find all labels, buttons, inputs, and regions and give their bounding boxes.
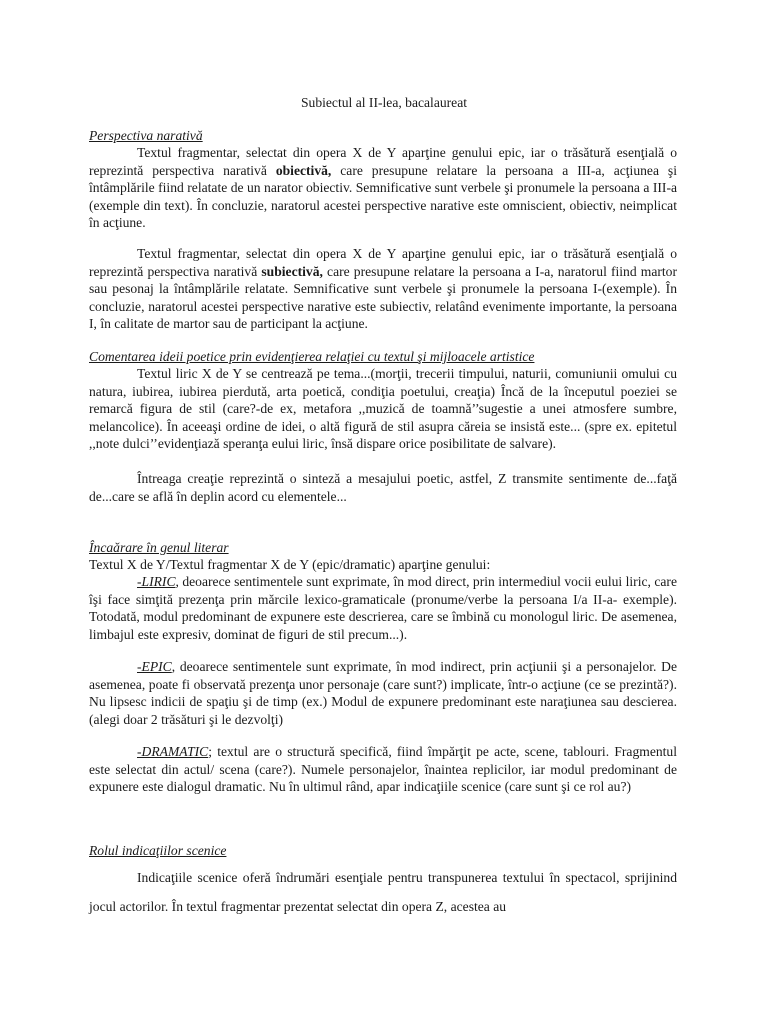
text-segment: ; textul are o structură specifică, fiind împărţit pe acte, scene, tablouri. Fragmentul este selectat din actul/ scena (care?). Numele personajelor, înaintea replicilor, iar modul predominant de expunere este dialogul dramatic. Nu în ultimul rând, apar indicaţiile scenice (care sunt şi ce rol au?) (89, 744, 677, 794)
bold-term: subiectivă, (261, 263, 323, 279)
text-segment: care presupune relatare la persoana a I-a, naratorul fiind martor sau pesonaj la întâmplările relatate. Semnificative sunt verbele şi pronumele la persoana I-(exemple). În concluzie, naratorul acestei perspective narative este subiectiv, relatând evenimente importante, la persoana I, în calitate de martor sau de participant la acţiune. (89, 263, 677, 331)
heading-comentarea-ideii-poetice: Comentarea ideii poetice prin evidenţierea relaţiei cu textul şi mijloacele artistice (89, 349, 535, 364)
text-segment: , deoarece sentimentele sunt exprimate, în mod indirect, prin acţiunii şi a personajelor. De asemenea, poate fi observată prezenţa unor personaje (care sunt?) implicate, într-o acţiune (ce se prezintă?). Nu lipsesc indicii de spaţiu şi de timp (ex.) Modul de expunere predominant este naraţiunea sau descierea. (alegi doar 2 trăsături şi le dezvolţi) (89, 659, 677, 727)
paragraph-perspectiva-obiectiva (89, 144, 677, 232)
bold-term: obiectivă, (275, 162, 332, 178)
text-segment: care presupune relatare la persoana a III-a, acţiunea şi întâmplările fiind relatate de un narator obiectiv. Semnificative sunt verbele şi pronumele la persoana a III-a (exemple din text). În concluzie, naratorul acestei perspective narative este omniscient, obiectiv, neimplicat în acţiune. (89, 162, 677, 230)
paragraph-text-liric: Textul liric X de Y se centrează pe tema...(morţii, trecerii timpului, naturii, comuniunii omului cu natura, iubirea, iubirea pierdută, arta poetică, condiţia poetului, creaţia) Încă de la începutul poeziei se remarcă figura de stil (care?-de ex, metafora ,,muzică de toamnă’’sugestie a unei atmosfere sumbre, melancolice). În aceeaşi ordine de idei, o altă figură de stil asupra căreia se insistă este... (spre ex. epitetul ,,note dulci’’evidenţiază speranţa eului liric, însă dispare orice posibilitate de salvare). (89, 366, 677, 451)
text-segment: Textul fragmentar, selectat din opera X de Y aparţine genului epic, iar o trăsătură esenţială o reprezintă perspectiva narativă (89, 145, 677, 178)
paragraph-perspectiva-subiectiva (89, 245, 677, 333)
document-title: Subiectul al II-lea, bacalaureat (300, 95, 468, 110)
heading-rolul-indicatiilor-scenice: Rolul indicaţiilor scenice (89, 843, 227, 858)
heading-perspectiva-narativa: Perspectiva narativă (89, 128, 203, 143)
paragraph-gen-liric (89, 573, 677, 643)
text-segment: Textul fragmentar, selectat din opera X de Y aparţine genului epic, iar o trăsătură esenţială o reprezintă perspectiva narativă (89, 246, 677, 279)
paragraph-gen-epic (89, 658, 677, 728)
paragraph-sinteza: Întreaga creaţie reprezintă o sinteză a mesajului poetic, astfel, Z transmite sentimente de...faţă de...care se află în deplin acord cu elementele... (89, 471, 677, 504)
paragraph-intro-gen: Textul X de Y/Textul fragmentar X de Y (epic/dramatic) aparţine genului: (89, 557, 491, 572)
label-epic: -EPIC (137, 659, 172, 674)
paragraph-indicatii-scenice: Indicaţiile scenice oferă îndrumări esenţiale pentru transpunerea textului în spectacol, sprijinind jocul actorilor. În textul fragmentar prezentat selectat din opera Z, acestea au (89, 870, 677, 914)
label-dramatic: -DRAMATIC (137, 744, 209, 759)
heading-incadrare-gen-literar: Încaărare în genul literar (89, 540, 229, 555)
paragraph-gen-dramatic (89, 743, 677, 796)
text-segment: , deoarece sentimentele sunt exprimate, în mod direct, prin intermediul vocii eului liric, care îşi face simţită prezenţa prin mărcile lexico-gramaticale (pronume/verbe la persoana I/a II-a- exemple). Totodată, modul predominant de expunere este descrierea, care se îmbină cu monologul liric. De asemenea, limbajul este expresiv, dominat de figuri de stil precum...). (89, 574, 677, 642)
label-liric: -LIRIC (137, 574, 176, 589)
